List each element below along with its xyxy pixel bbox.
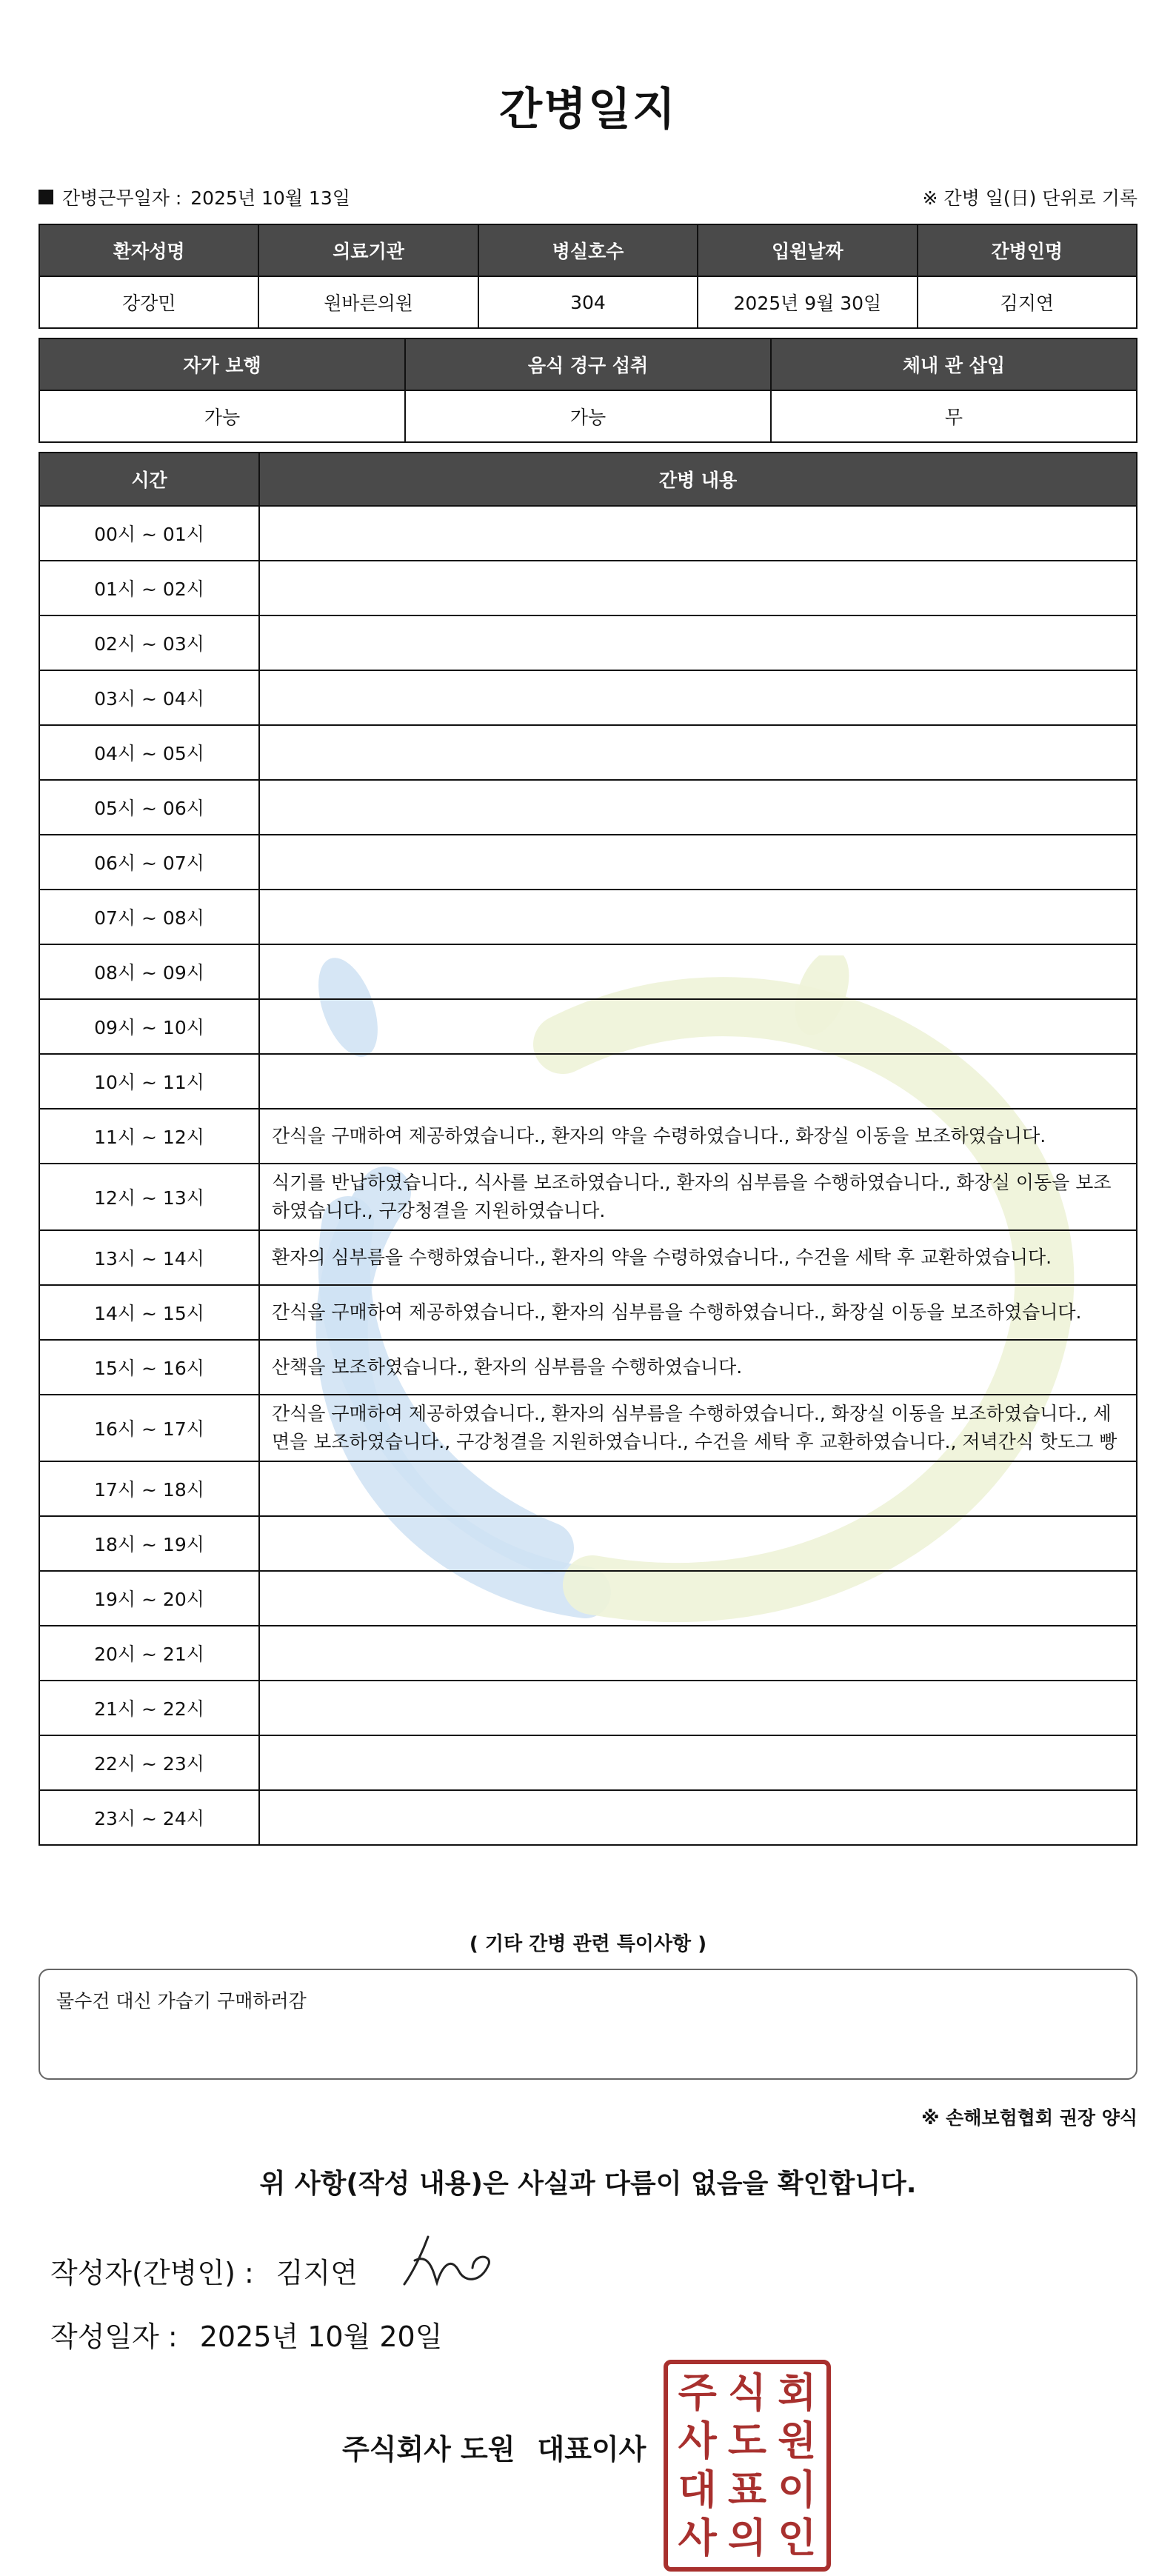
- unit-note: ※ 간병 일(日) 단위로 기록: [922, 187, 1137, 209]
- care-content: [259, 725, 1137, 780]
- table-row: [39, 670, 1137, 725]
- care-content: [259, 890, 1137, 944]
- time-slot: 10시 ~ 11시: [39, 1054, 259, 1109]
- table-row: [39, 1054, 1137, 1109]
- square-bullet-icon: [39, 190, 53, 204]
- header-hospital: 의료기관: [258, 224, 478, 276]
- work-date-label: 간병근무일자 :: [62, 187, 182, 209]
- tube-insertion: 무: [771, 390, 1137, 442]
- table-row: [39, 1340, 1137, 1395]
- table-row: [39, 1516, 1137, 1571]
- time-slot: 17시 ~ 18시: [39, 1461, 259, 1516]
- table-row: [39, 1230, 1137, 1285]
- seal-character: 회: [778, 2369, 817, 2416]
- table-row: [39, 506, 1137, 561]
- table-row: [39, 615, 1137, 670]
- header-patient-name: 환자성명: [39, 224, 258, 276]
- care-content: 간식을 구매하여 제공하였습니다., 환자의 약을 수령하였습니다., 화장실 이동을 보조하였습니다.: [259, 1109, 1137, 1164]
- seal-character: 식: [727, 2369, 767, 2416]
- care-content: [259, 1735, 1137, 1790]
- header-room: 병실호수: [478, 224, 698, 276]
- care-content: [259, 1681, 1137, 1735]
- time-slot: 19시 ~ 20시: [39, 1571, 259, 1626]
- care-content: [259, 615, 1137, 670]
- company-title: 대표이사: [537, 2433, 647, 2466]
- seal-character: 도: [727, 2417, 767, 2465]
- seal-character: 표: [727, 2466, 767, 2513]
- written-date-label: 작성일자 :: [50, 2320, 178, 2353]
- self-walking: 가능: [39, 390, 405, 442]
- time-slot: 05시 ~ 06시: [39, 780, 259, 835]
- header-oral-intake: 음식 경구 섭취: [405, 338, 771, 390]
- work-date-value: 2025년 10월 13일: [190, 187, 350, 209]
- table-row: [39, 835, 1137, 890]
- care-content: 환자의 심부름을 수행하였습니다., 환자의 약을 수령하였습니다., 수건을 세탁 후 교환하였습니다.: [259, 1230, 1137, 1285]
- admission-date: 2025년 9월 30일: [698, 276, 917, 328]
- remarks-text: 물수건 대신 가습기 구매하러감: [56, 1990, 307, 2012]
- care-content: [259, 1516, 1137, 1571]
- handwritten-signature: [400, 2231, 496, 2290]
- care-content: 산책을 보조하였습니다., 환자의 심부름을 수행하였습니다.: [259, 1340, 1137, 1395]
- header-tube-insertion: 체내 관 삽입: [771, 338, 1137, 390]
- time-slot: 11시 ~ 12시: [39, 1109, 259, 1164]
- table-row: [39, 1164, 1137, 1230]
- care-content: [259, 1054, 1137, 1109]
- table-row: [39, 944, 1137, 999]
- table-row: [39, 1285, 1137, 1340]
- time-slot: 06시 ~ 07시: [39, 835, 259, 890]
- time-slot: 09시 ~ 10시: [39, 999, 259, 1054]
- time-slot: 12시 ~ 13시: [39, 1164, 259, 1230]
- care-content: [259, 561, 1137, 615]
- table-row: [39, 1109, 1137, 1164]
- header-time: 시간: [39, 453, 259, 506]
- confirmation-statement: 위 사항(작성 내용)은 사실과 다름이 없음을 확인합니다.: [259, 2169, 917, 2199]
- time-slot: 08시 ~ 09시: [39, 944, 259, 999]
- time-slot: 13시 ~ 14시: [39, 1230, 259, 1285]
- time-slot: 15시 ~ 16시: [39, 1340, 259, 1395]
- remarks-box: [39, 1969, 1137, 2080]
- care-content: 간식을 구매하여 제공하였습니다., 환자의 심부름을 수행하였습니다., 화장실 이동을 보조하였습니다.: [259, 1285, 1137, 1340]
- work-date-row: [39, 182, 1137, 212]
- company-name: 주식회사 도원: [342, 2433, 515, 2466]
- table-row: [39, 1571, 1137, 1626]
- seal-character: 사: [678, 2515, 717, 2562]
- written-date-value: 2025년 10월 20일: [199, 2320, 443, 2353]
- patient-info-table: [39, 224, 1137, 329]
- care-content: [259, 670, 1137, 725]
- time-slot: 23시 ~ 24시: [39, 1790, 259, 1845]
- time-slot: 18시 ~ 19시: [39, 1516, 259, 1571]
- care-content: [259, 1626, 1137, 1681]
- care-content: [259, 999, 1137, 1054]
- time-slot: 16시 ~ 17시: [39, 1395, 259, 1461]
- time-slot: 02시 ~ 03시: [39, 615, 259, 670]
- table-row: [39, 1395, 1137, 1461]
- writer-line: [50, 2250, 358, 2291]
- time-slot: 01시 ~ 02시: [39, 561, 259, 615]
- time-slot: 07시 ~ 08시: [39, 890, 259, 944]
- caregiver-name: 김지연: [918, 276, 1137, 328]
- seal-character: 인: [778, 2515, 817, 2562]
- table-row: [39, 1626, 1137, 1681]
- table-row: [39, 561, 1137, 615]
- care-content: [259, 506, 1137, 561]
- company-seal: [664, 2360, 831, 2572]
- care-log-table: [39, 452, 1137, 1846]
- writer-name: 김지연: [275, 2257, 358, 2289]
- table-row: [39, 725, 1137, 780]
- table-row: [39, 890, 1137, 944]
- header-caregiver: 간병인명: [918, 224, 1137, 276]
- care-content: [259, 780, 1137, 835]
- time-slot: 22시 ~ 23시: [39, 1735, 259, 1790]
- care-content: 식기를 반납하였습니다., 식사를 보조하였습니다., 환자의 심부름을 수행하였습니다., 화장실 이동을 보조하였습니다., 구강청결을 지원하였습니다.: [259, 1164, 1137, 1230]
- page-title: 간병일지: [499, 84, 677, 136]
- table-row: [39, 999, 1137, 1054]
- seal-character: 이: [778, 2466, 817, 2513]
- care-content: [259, 835, 1137, 890]
- writer-label: 작성자(간병인) :: [50, 2257, 254, 2289]
- form-note: ※ 손해보험협회 권장 양식: [921, 2107, 1137, 2129]
- seal-character: 사: [678, 2417, 717, 2465]
- time-slot: 21시 ~ 22시: [39, 1681, 259, 1735]
- patient-name: 강강민: [39, 276, 258, 328]
- care-content: [259, 1790, 1137, 1845]
- time-slot: 04시 ~ 05시: [39, 725, 259, 780]
- time-slot: 00시 ~ 01시: [39, 506, 259, 561]
- time-slot: 20시 ~ 21시: [39, 1626, 259, 1681]
- table-row: [39, 1735, 1137, 1790]
- remarks-heading: ( 기타 간병 관련 특이사항 ): [469, 1933, 707, 1955]
- care-content: [259, 1461, 1137, 1516]
- care-content: [259, 944, 1137, 999]
- seal-character: 대: [678, 2466, 717, 2513]
- oral-intake: 가능: [405, 390, 771, 442]
- time-slot: 03시 ~ 04시: [39, 670, 259, 725]
- seal-character: 주: [678, 2369, 717, 2416]
- seal-character: 원: [778, 2417, 817, 2465]
- room-number: 304: [478, 276, 698, 328]
- seal-character: 의: [727, 2515, 767, 2562]
- table-row: [39, 780, 1137, 835]
- patient-status-table: [39, 338, 1137, 443]
- header-care-content: 간병 내용: [259, 453, 1137, 506]
- time-slot: 14시 ~ 15시: [39, 1285, 259, 1340]
- table-row: [39, 1790, 1137, 1845]
- header-admission-date: 입원날짜: [698, 224, 917, 276]
- care-content: 간식을 구매하여 제공하였습니다., 환자의 심부름을 수행하였습니다., 화장실 이동을 보조하였습니다., 세면을 보조하였습니다., 구강청결을 지원하였습니다., 수건을 세탁 후 교환하였습니다., 저녁간식 핫도그 빵: [259, 1395, 1137, 1461]
- care-content: [259, 1571, 1137, 1626]
- written-date-line: [50, 2314, 442, 2355]
- company-line: [342, 2426, 646, 2467]
- hospital: 원바른의원: [258, 276, 478, 328]
- header-self-walking: 자가 보행: [39, 338, 405, 390]
- table-row: [39, 1681, 1137, 1735]
- table-row: [39, 1461, 1137, 1516]
